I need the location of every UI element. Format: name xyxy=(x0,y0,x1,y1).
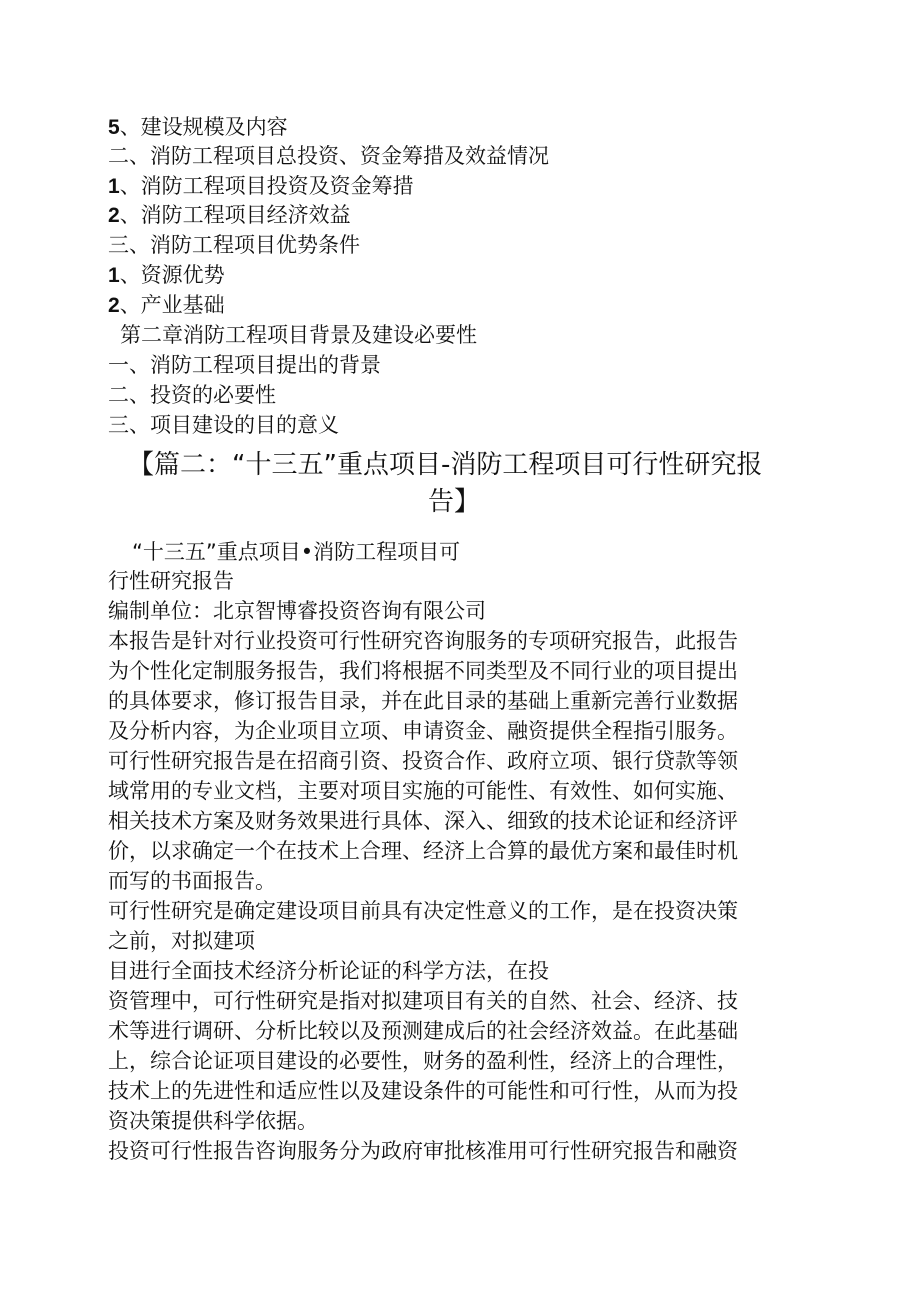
toc-line xyxy=(108,230,360,261)
toc-text: 、消防工程项目投资及资金筹措 xyxy=(119,174,414,198)
toc-text: 、资源优势 xyxy=(119,263,225,287)
toc-number: 2 xyxy=(108,294,120,317)
body-line: 而写的书面报告。 xyxy=(108,869,276,893)
section-title-line-2: 告】 xyxy=(428,487,481,517)
body-line: 相关技术方案及财务效果进行具体、深入、细致的技术论证和经济评 xyxy=(108,809,738,833)
toc-line xyxy=(108,141,549,172)
body-line: 为个性化定制服务报告，我们将根据不同类型及不同行业的项目提出 xyxy=(108,659,738,683)
toc-text: 三、消防工程项目优势条件 xyxy=(108,233,360,257)
toc-line xyxy=(108,380,276,411)
toc-text: 二、消防工程项目总投资、资金筹措及效益情况 xyxy=(108,144,549,168)
toc-line xyxy=(108,200,351,231)
toc-text: 、产业基础 xyxy=(119,293,225,317)
toc-line xyxy=(108,410,339,441)
section-title-line-1: 【篇二：“十三五”重点项目-消防工程项目可行性研究报 xyxy=(128,450,763,480)
toc-text: 二、投资的必要性 xyxy=(108,383,276,407)
body-line: 之前，对拟建项 xyxy=(108,929,255,953)
toc-line xyxy=(108,260,225,291)
toc-number: 2 xyxy=(108,204,120,227)
toc-chapter-line xyxy=(120,320,477,351)
body-line: 技术上的先进性和适应性以及建设条件的可能性和可行性，从而为投 xyxy=(108,1079,738,1103)
toc-number: 5 xyxy=(108,116,120,139)
body-line: 及分析内容，为企业项目立项、申请资金、融资提供全程指引服务。 xyxy=(108,719,738,743)
body-line: “十三五”重点项目•消防工程项目可 xyxy=(132,540,461,564)
body-line: 价，以求确定一个在技术上合理、经济上合算的最优方案和最佳时机 xyxy=(108,839,738,863)
toc-line xyxy=(108,171,414,202)
toc-number: 1 xyxy=(108,264,120,287)
body-line: 行性研究报告 xyxy=(108,569,234,593)
body-line: 术等进行调研、分析比较以及预测建成后的社会经济效益。在此基础 xyxy=(108,1019,738,1043)
body-line: 投资可行性报告咨询服务分为政府审批核准用可行性研究报告和融资 xyxy=(108,1139,738,1163)
toc-line xyxy=(108,290,225,321)
toc-line xyxy=(108,112,288,143)
body-line: 域常用的专业文档，主要对项目实施的可能性、有效性、如何实施、 xyxy=(108,779,738,803)
body-line: 的具体要求，修订报告目录，并在此目录的基础上重新完善行业数据 xyxy=(108,689,738,713)
toc-text: 一、消防工程项目提出的背景 xyxy=(108,353,381,377)
toc-text: 第二章消防工程项目背景及建设必要性 xyxy=(120,323,477,347)
body-line: 可行性研究报告是在招商引资、投资合作、政府立项、银行贷款等领 xyxy=(108,749,738,773)
body-line: 上，综合论证项目建设的必要性，财务的盈利性，经济上的合理性， xyxy=(108,1049,738,1073)
toc-text: 、建设规模及内容 xyxy=(119,115,288,139)
toc-line xyxy=(108,350,381,381)
body-line: 可行性研究是确定建设项目前具有决定性意义的工作，是在投资决策 xyxy=(108,899,738,923)
body-line: 资管理中，可行性研究是指对拟建项目有关的自然、社会、经济、技 xyxy=(108,989,738,1013)
body-line: 资决策提供科学依据。 xyxy=(108,1109,318,1133)
toc-text: 、消防工程项目经济效益 xyxy=(119,203,351,227)
body-line: 编制单位：北京智博睿投资咨询有限公司 xyxy=(108,599,486,623)
toc-text: 三、项目建设的目的意义 xyxy=(108,413,339,437)
body-line: 目进行全面技术经济分析论证的科学方法，在投 xyxy=(108,959,549,983)
toc-number: 1 xyxy=(108,175,120,198)
body-line: 本报告是针对行业投资可行性研究咨询服务的专项研究报告，此报告 xyxy=(108,629,738,653)
